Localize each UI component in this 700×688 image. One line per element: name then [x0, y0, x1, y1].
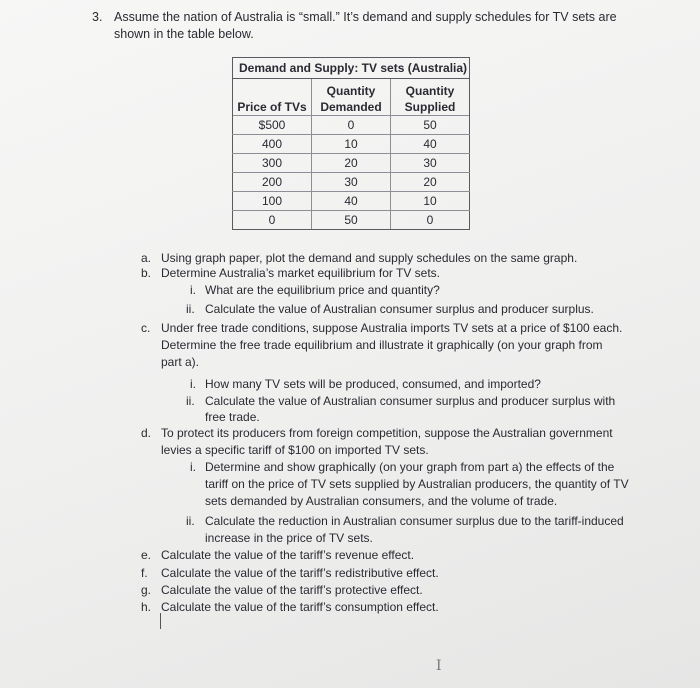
part-d-line2: levies a specific tariff of $100 on imported TV sets.	[161, 443, 429, 457]
part-c-ii-label: ii.	[186, 394, 195, 408]
part-c-line1: Under free trade conditions, suppose Australia imports TV sets at a price of $100 each.	[161, 321, 623, 335]
table-row	[233, 135, 470, 154]
part-c-label: c.	[141, 321, 151, 335]
cell-price: 0	[233, 211, 312, 230]
cell-supplied: 40	[391, 135, 470, 154]
ibeam-cursor-icon: I	[436, 658, 442, 674]
table-title: Demand and Supply: TV sets (Australia)	[233, 58, 470, 79]
part-d-i-line1: Determine and show graphically (on your graph from part a) the effects of the	[205, 460, 615, 474]
header-demanded	[312, 79, 391, 116]
part-c-ii-line1: Calculate the value of Australian consumer surplus and producer surplus with	[205, 394, 616, 408]
part-h-text: Calculate the value of the tariff’s consumption effect.	[161, 600, 439, 614]
demand-supply-table	[232, 57, 470, 230]
header-supplied	[391, 79, 470, 116]
part-b-i-label: i.	[190, 283, 196, 297]
table-row	[233, 173, 470, 192]
table-row	[233, 154, 470, 173]
part-e-label: e.	[141, 548, 152, 562]
part-d-i-line2: tariff on the price of TV sets supplied by Australian producers, the quantity of TV	[205, 477, 629, 491]
cell-demanded: 50	[312, 211, 391, 230]
cell-demanded: 40	[312, 192, 391, 211]
part-f-text: Calculate the value of the tariff’s redistributive effect.	[161, 566, 439, 580]
cell-demanded: 20	[312, 154, 391, 173]
part-d-ii-line2: increase in the price of TV sets.	[205, 531, 373, 545]
table-row	[233, 192, 470, 211]
part-b-text: Determine Australia’s market equilibrium for TV sets.	[161, 266, 440, 280]
header-price	[233, 79, 312, 116]
cell-demanded: 10	[312, 135, 391, 154]
part-d-ii-label: ii.	[186, 514, 195, 528]
cell-supplied: 10	[391, 192, 470, 211]
part-c-i-label: i.	[190, 377, 196, 391]
cell-price: $500	[233, 116, 312, 135]
cell-supplied: 20	[391, 173, 470, 192]
cell-price: 200	[233, 173, 312, 192]
part-c-i-text: How many TV sets will be produced, consumed, and imported?	[205, 377, 541, 391]
cell-price: 100	[233, 192, 312, 211]
part-d-line1: To protect its producers from foreign competition, suppose the Australian government	[161, 426, 613, 440]
text-cursor	[160, 613, 161, 629]
question-text: Assume the nation of Australia is “small.” It’s demand and supply schedules for TV sets are shown in the table below.	[114, 10, 617, 41]
part-d-i-label: i.	[190, 460, 196, 474]
part-h-label: h.	[141, 600, 152, 614]
part-a-label: a.	[141, 251, 152, 265]
part-a-text: Using graph paper, plot the demand and supply schedules on the same graph.	[161, 251, 578, 265]
cell-supplied: 30	[391, 154, 470, 173]
header-price-label: Price of TVs	[237, 100, 307, 114]
part-c-ii-line2: free trade.	[205, 410, 260, 424]
part-d-i-line3: sets demanded by Australian consumers, and the volume of trade.	[205, 494, 558, 508]
part-d-ii-line1: Calculate the reduction in Australian consumer surplus due to the tariff-induced	[205, 514, 624, 528]
table-row	[233, 116, 470, 135]
part-e-text: Calculate the value of the tariff’s revenue effect.	[161, 548, 415, 562]
part-b-i-text: What are the equilibrium price and quantity?	[205, 283, 440, 297]
cell-demanded: 0	[312, 116, 391, 135]
part-d-label: d.	[141, 426, 152, 440]
cell-price: 300	[233, 154, 312, 173]
cell-supplied: 0	[391, 211, 470, 230]
cell-demanded: 30	[312, 173, 391, 192]
question-header	[92, 9, 652, 43]
question-number: 3.	[92, 10, 103, 24]
part-b-ii-label: ii.	[186, 302, 195, 316]
cell-price: 400	[233, 135, 312, 154]
part-b-ii-text: Calculate the value of Australian consumer surplus and producer surplus.	[205, 302, 594, 316]
part-c-line2: Determine the free trade equilibrium and illustrate it graphically (on your graph from	[161, 338, 603, 352]
header-supplied-bottom: Supplied	[404, 100, 456, 114]
part-f-label: f.	[141, 566, 148, 580]
header-demanded-bottom: Demanded	[320, 100, 382, 114]
part-g-text: Calculate the value of the tariff’s protective effect.	[161, 583, 423, 597]
header-supplied-top: Quantity	[405, 84, 455, 98]
part-c-line3: part a).	[161, 355, 200, 369]
table-row	[233, 211, 470, 230]
header-demanded-top: Quantity	[326, 84, 376, 98]
part-g-label: g.	[141, 583, 152, 597]
cell-supplied: 50	[391, 116, 470, 135]
part-b-label: b.	[141, 266, 152, 280]
